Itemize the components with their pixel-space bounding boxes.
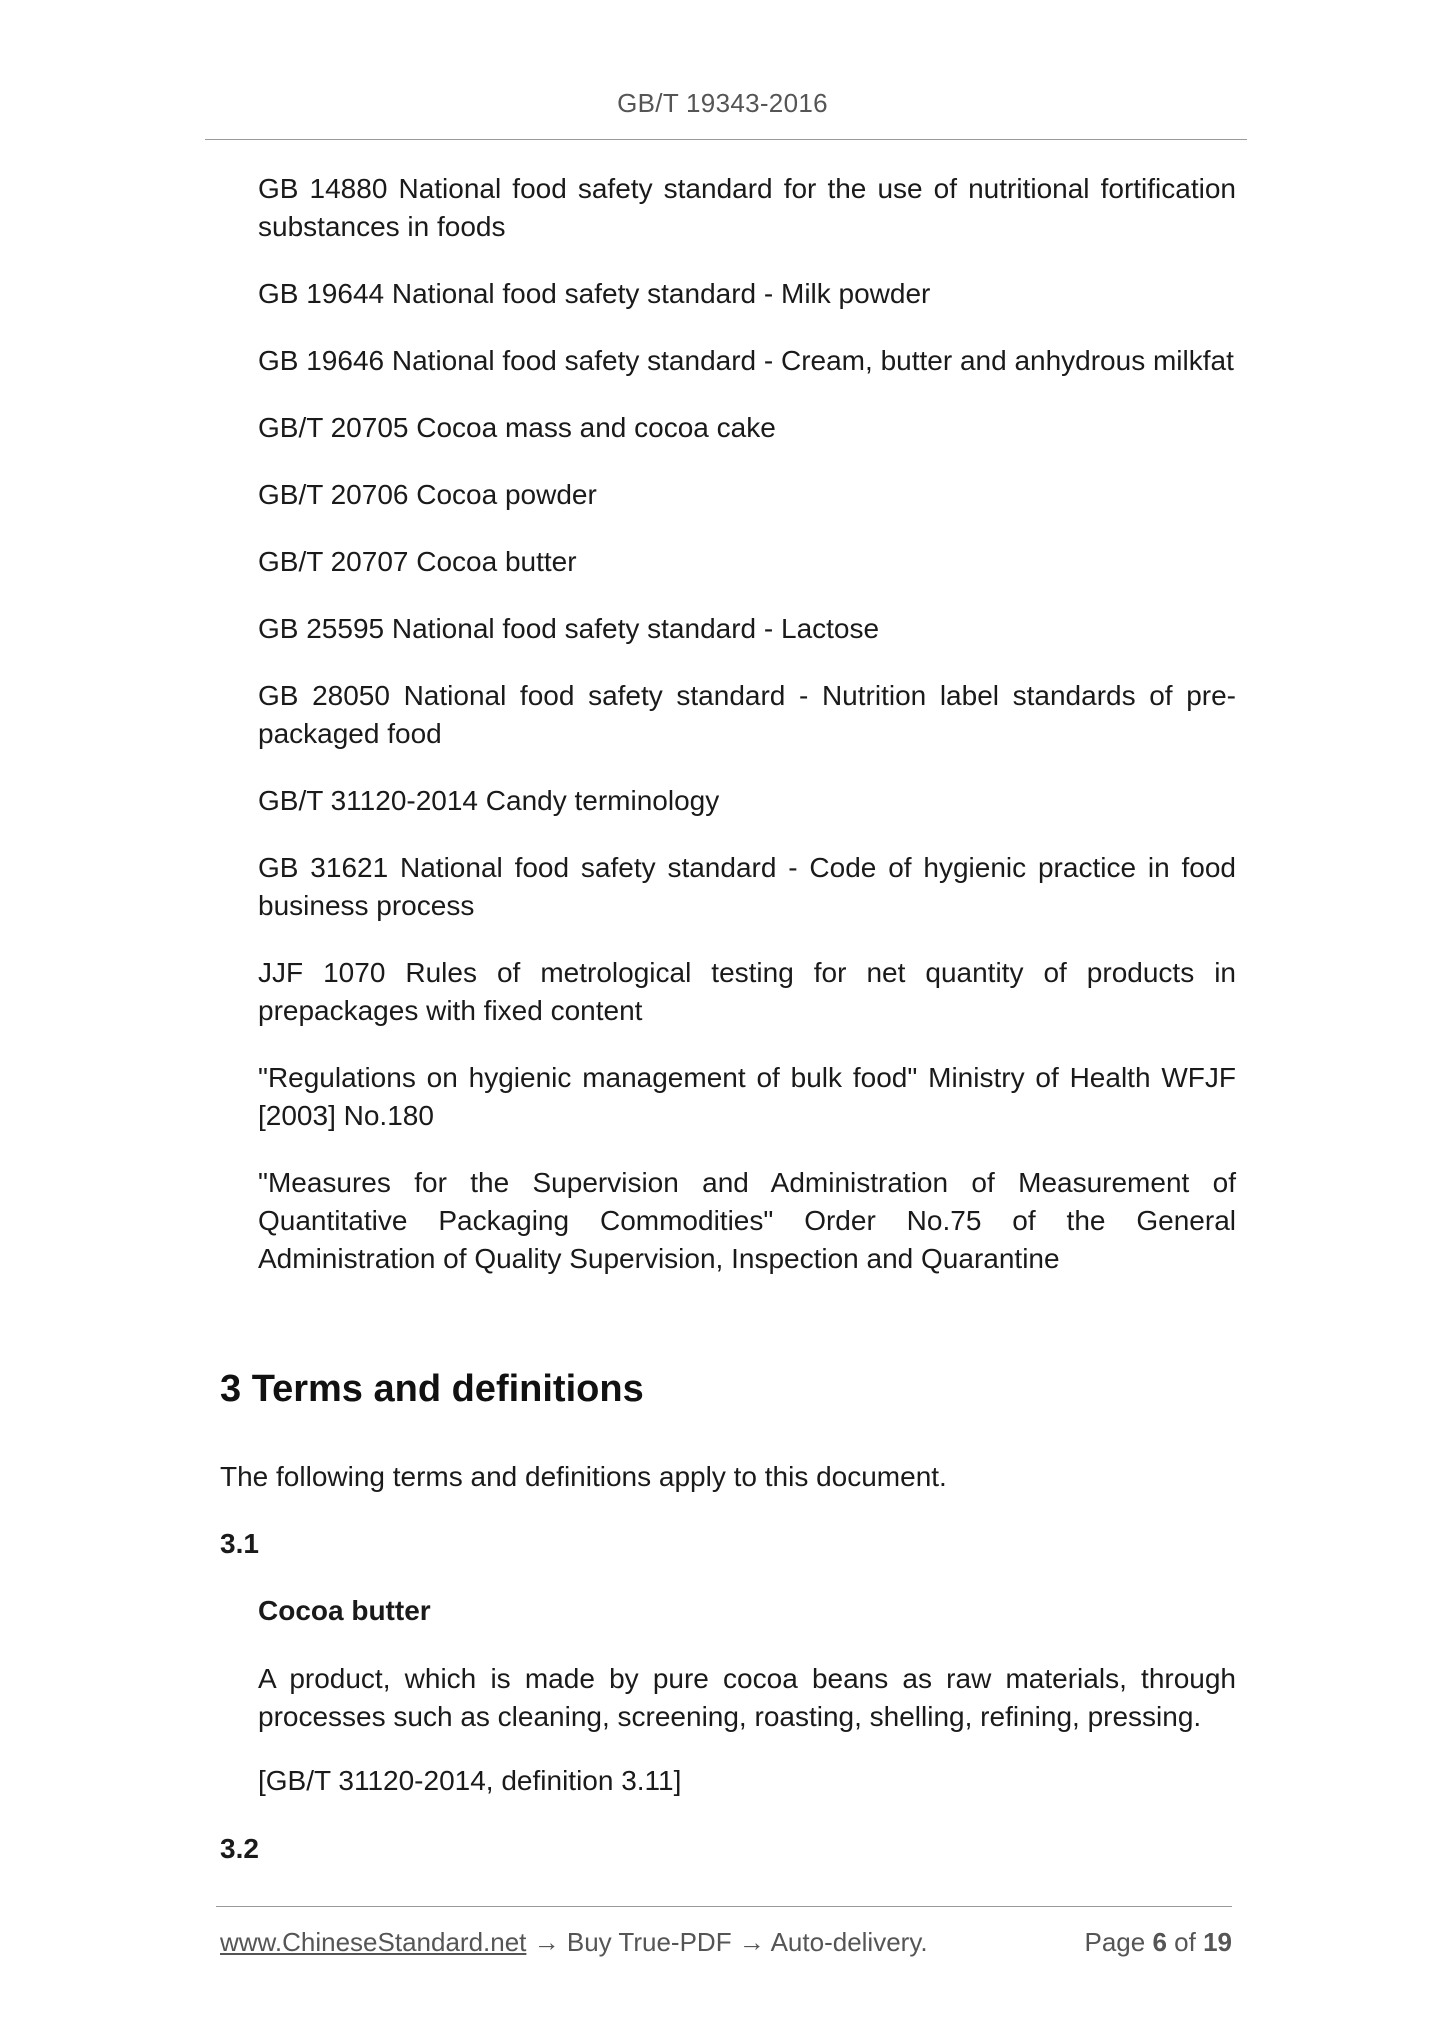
reference-item: GB 14880 National food safety standard for the use of nutritional fortification substances in foods [258, 173, 1236, 242]
reference-item: "Measures for the Supervision and Administration of Measurement of Quantitative Packaging Commodities" Order No.75 of the General Administration of Quality Supervision, Inspection and Quarantine [258, 1167, 1236, 1274]
term-definition: A product, which is made by pure cocoa beans as raw materials, through processes such as cleaning, screening, roasting, shelling, refining, pressing. [258, 1663, 1236, 1732]
reference-item: GB/T 31120-2014 Candy terminology [258, 785, 720, 816]
page-current: 6 [1152, 1927, 1167, 1957]
page-total: 19 [1203, 1927, 1232, 1957]
reference-item: GB 28050 National food safety standard - Nutrition label standards of pre-packaged food [258, 680, 1236, 749]
of-label: of [1174, 1927, 1196, 1957]
page-footer [220, 1924, 1232, 1960]
normative-references-list [258, 170, 1236, 1307]
section-intro: The following terms and definitions apply to this document. [220, 1461, 947, 1492]
reference-item: "Regulations on hygienic management of bulk food" Ministry of Health WFJF [2003] No.180 [258, 1062, 1236, 1131]
arrow-right-icon: → [533, 1927, 560, 1957]
term-number: 3.1 [220, 1528, 259, 1559]
term-name: Cocoa butter [258, 1595, 431, 1626]
reference-item: GB/T 20705 Cocoa mass and cocoa cake [258, 412, 776, 443]
website-link[interactable]: www.ChineseStandard.net [220, 1927, 527, 1957]
buy-text: Buy True-PDF [559, 1927, 739, 1957]
section-title: 3 Terms and definitions [220, 1368, 644, 1410]
reference-item: GB 25595 National food safety standard - Lactose [258, 613, 880, 644]
delivery-text: Auto-delivery. [764, 1927, 928, 1957]
page-indicator [1084, 1924, 1232, 1960]
reference-item: GB 19646 National food safety standard - Cream, butter and anhydrous milkfat [258, 345, 1234, 376]
reference-item: GB 19644 National food safety standard - Milk powder [258, 278, 931, 309]
header-divider [205, 139, 1247, 140]
term-source: [GB/T 31120-2014, definition 3.11] [258, 1765, 682, 1796]
page-header-doc-code: GB/T 19343-2016 [617, 88, 828, 118]
footer-divider [216, 1906, 1232, 1907]
arrow-right-icon: → [738, 1927, 765, 1957]
reference-item: JJF 1070 Rules of metrological testing for net quantity of products in prepackages with fixed content [258, 957, 1236, 1026]
reference-item: GB/T 20707 Cocoa butter [258, 546, 577, 577]
page-label: Page [1084, 1927, 1146, 1957]
reference-item: GB/T 20706 Cocoa powder [258, 479, 597, 510]
reference-item: GB 31621 National food safety standard - Code of hygienic practice in food business process [258, 852, 1236, 921]
term-number: 3.2 [220, 1833, 259, 1864]
